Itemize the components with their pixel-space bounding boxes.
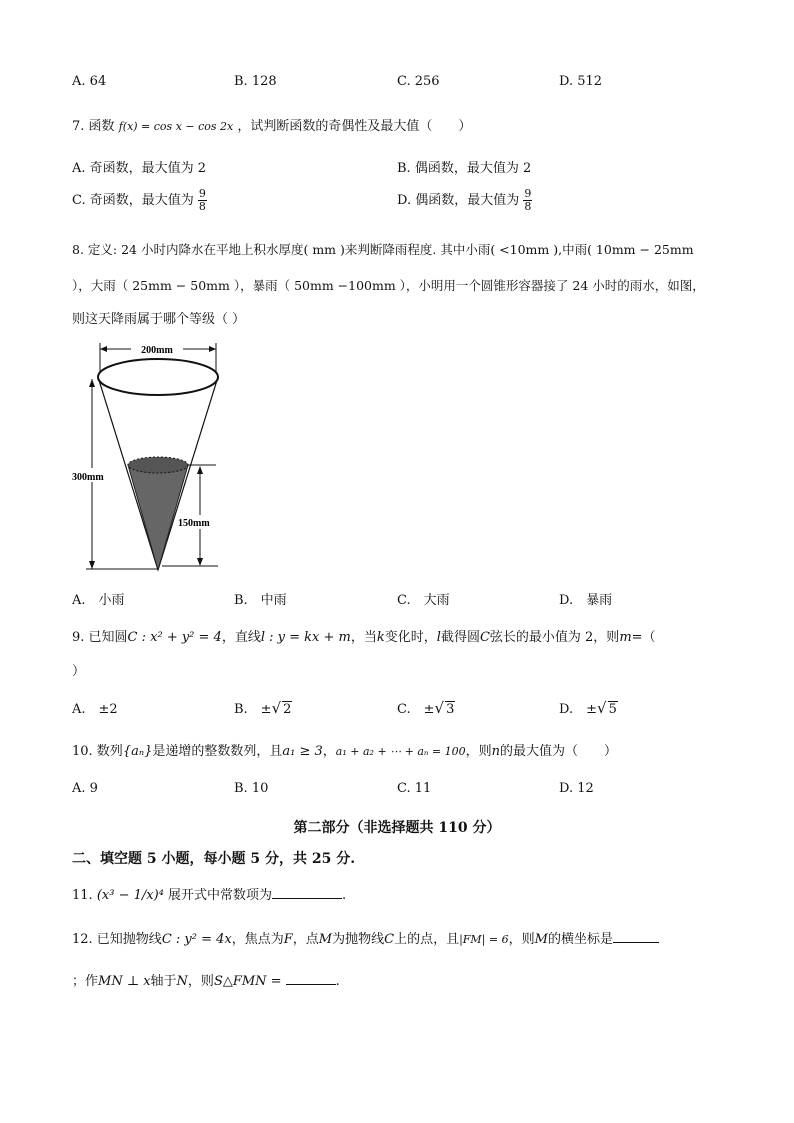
math-variable: C (384, 932, 395, 947)
q9-option-c: C. ±√ 3 (397, 699, 455, 717)
q7-option-c (72, 188, 207, 213)
denominator: 8 (524, 200, 532, 213)
math-expression: a₁ ≥ 3 (282, 744, 323, 759)
q9-option-a: A. ±2 (72, 702, 118, 717)
stem-text: ，试判断函数的奇偶性及最大值（ ） (237, 119, 472, 134)
stem-text: 为抛物线 (332, 932, 385, 947)
option-value: 64 (89, 74, 107, 89)
stem-text: . (342, 888, 347, 903)
q10-option-a: A. 9 (72, 781, 98, 796)
math-variable: C (479, 630, 490, 645)
q9-option-d: D. ±√ 5 (559, 699, 617, 717)
stem-text: 10. 数列 (72, 744, 123, 759)
math-expression: a₁ + a₂ + ⋯ + aₙ = 100 (335, 745, 466, 758)
q8-option-a: A. 小雨 (72, 593, 125, 608)
q9-option-b: B. ±√ 2 (234, 699, 292, 717)
stem-text: . (335, 974, 340, 989)
stem-text: 的最大值为（ ） (499, 744, 617, 759)
option-letter: B. (234, 74, 248, 89)
q6-option-c (397, 74, 440, 89)
stem-text: 轴于 (150, 974, 177, 989)
numerator: 9 (198, 187, 206, 200)
q10-option-d: D. 12 (559, 781, 594, 796)
math-expression: |FM| = 6 (459, 933, 509, 946)
q8-stem-line1: 8. 定义: 24 小时内降水在平地上积水厚度( mm )来判断降雨程度. 其中小雨( <10mm ),中雨( 10mm − 25mm (72, 242, 694, 257)
math-expression: (x³ − 1/x)⁴ (96, 888, 164, 903)
q9-stem-line2: ） (72, 664, 86, 679)
stem-text: ，则 (465, 744, 492, 759)
math-variable: k (376, 630, 385, 645)
q7-stem (72, 115, 471, 134)
stem-text: ，直线 (221, 630, 261, 645)
stem-text: ，点 (292, 932, 319, 947)
option-value: 128 (251, 74, 277, 89)
q12-stem-line2 (72, 970, 340, 989)
numerator: 9 (524, 187, 532, 200)
option-text: C. 奇函数，最大值为 (72, 193, 194, 208)
q11-stem (72, 884, 346, 903)
math-variable: M (318, 932, 333, 947)
option-letter: D. (559, 74, 574, 89)
q8-option-b: B. 中雨 (234, 593, 287, 608)
stem-text: ，则 (508, 932, 535, 947)
q10-stem (72, 740, 617, 759)
stem-text: =（ (631, 630, 656, 645)
label-200mm: 200mm (141, 345, 173, 356)
part2-title: 第二部分（非选择题共 110 分） (293, 820, 501, 836)
math-expression: S△FMN = (213, 974, 282, 989)
stem-text: 弦长的最小值为 2，则 (489, 630, 620, 645)
fraction (523, 188, 532, 213)
stem-text: ，焦点为 (231, 932, 284, 947)
stem-text: 的横坐标是 (547, 932, 613, 947)
option-text: D. ± (559, 702, 597, 717)
math-variable: M (534, 932, 548, 947)
math-expression: MN ⊥ x (98, 974, 151, 989)
stem-text: 12. 已知抛物线 (72, 932, 162, 947)
math-expression: l : y = kx + m (260, 630, 351, 645)
math-variable: N (176, 974, 188, 989)
stem-text: ；作 (72, 974, 99, 989)
stem-text: 上的点，且 (394, 932, 460, 947)
question-number: 11. (72, 888, 93, 903)
radicand: 5 (608, 702, 617, 717)
option-letter: A. (72, 74, 86, 89)
q8-option-d: D. 暴雨 (559, 593, 613, 608)
math-variable: n (491, 744, 500, 759)
q6-option-a (72, 74, 106, 89)
q6-option-b (234, 74, 277, 89)
stem-text: ，则 (187, 974, 214, 989)
stem-text: 变化时， (384, 630, 437, 645)
cone-figure (68, 335, 238, 580)
answer-blank[interactable] (272, 898, 342, 899)
option-text: B. ± (234, 702, 272, 717)
q10-option-c: C. 11 (397, 781, 432, 796)
q8-stem-line2: ），大雨（ 25mm − 50mm ），暴雨（ 50mm −100mm ），小明用一个圆锥形容器接了 24 小时的雨水，如图， (72, 278, 705, 293)
radicand: 2 (283, 702, 292, 717)
q8-option-c: C. 大雨 (397, 593, 450, 608)
math-variable: F (283, 932, 293, 947)
math-variable: l (436, 630, 441, 645)
q10-option-b: B. 10 (234, 781, 269, 796)
fraction (198, 188, 207, 213)
label-300mm: 300mm (72, 472, 104, 483)
denominator: 8 (198, 200, 206, 213)
stem-text: 截得圆 (440, 630, 480, 645)
answer-blank-1[interactable] (613, 942, 659, 943)
option-value: 256 (414, 74, 440, 89)
stem-text: 展开式中常数项为 (168, 888, 273, 903)
stem-text: 9. 已知圆 (72, 630, 128, 645)
q6-option-d (559, 74, 602, 89)
radicand: 3 (446, 702, 455, 717)
math-expression: C : x² + y² = 4 (127, 630, 222, 645)
q7-option-a: A. 奇函数，最大值为 2 (72, 161, 207, 176)
option-text: C. ± (397, 702, 435, 717)
option-letter: C. (397, 74, 411, 89)
label-150mm: 150mm (178, 518, 210, 529)
math-expression: C : y² = 4x (161, 932, 232, 947)
stem-text: 是递增的整数数列，且 (152, 744, 283, 759)
option-text: D. 偶函数，最大值为 (397, 193, 520, 208)
q7-option-b: B. 偶函数，最大值为 2 (397, 161, 532, 176)
q8-stem-line3: 则这天降雨属于哪个等级（ ） (72, 312, 246, 327)
math-variable: m (619, 630, 632, 645)
math-expression: f(x) = cos x − cos 2x (118, 120, 234, 133)
question-number: 7. (72, 119, 85, 134)
answer-blank-2[interactable] (286, 984, 336, 985)
section2-title: 二、填空题 5 小题，每小题 5 分，共 25 分. (72, 851, 356, 867)
math-expression: {aₙ} (122, 744, 153, 759)
stem-text: ，当 (350, 630, 377, 645)
q9-stem (72, 626, 656, 645)
option-value: 512 (577, 74, 603, 89)
stem-text: ， (322, 744, 336, 759)
q7-option-d (397, 188, 532, 213)
q12-stem (72, 928, 659, 947)
stem-text: 函数 (88, 119, 115, 134)
